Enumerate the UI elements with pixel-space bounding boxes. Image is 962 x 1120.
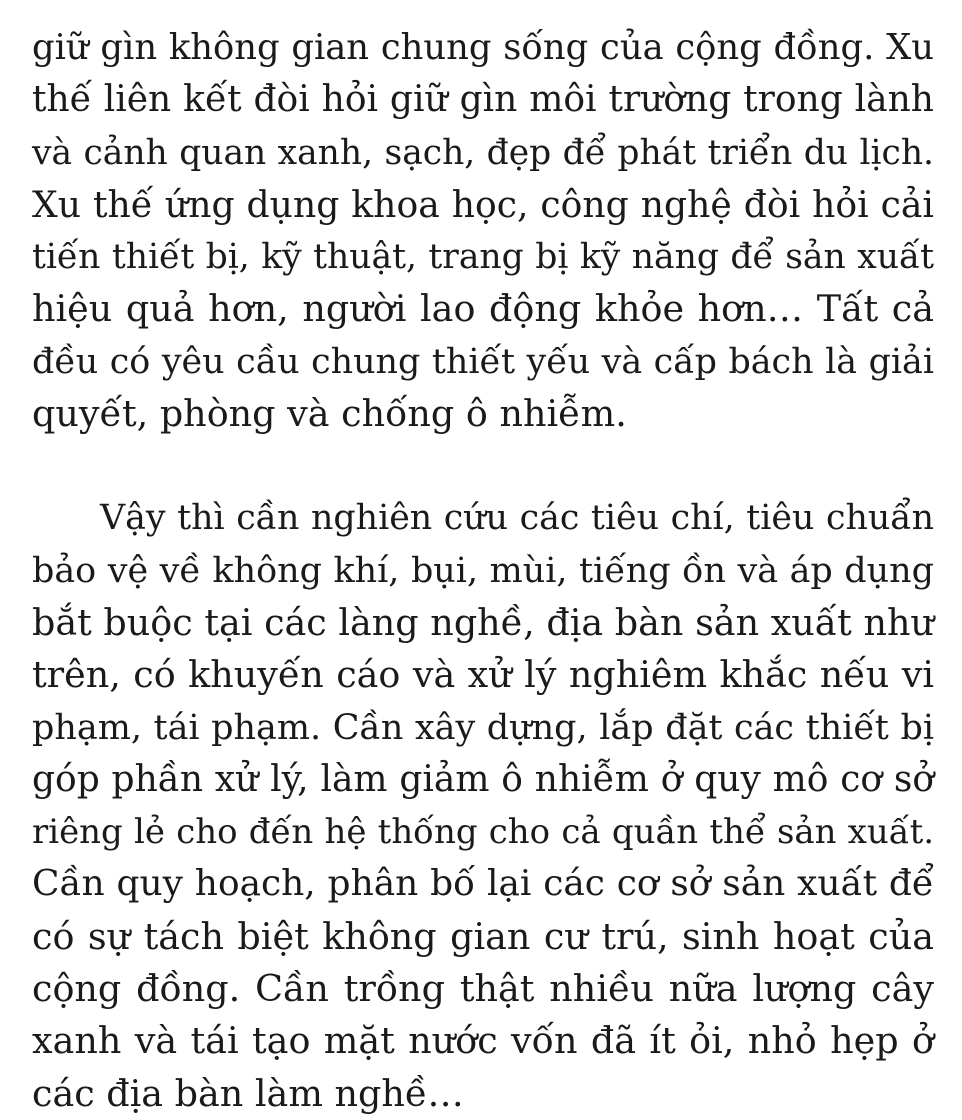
paragraph-1 [32,22,934,440]
text-line: Xu thế ứng dụng khoa học, công nghệ đòi hỏi cải [32,182,934,226]
text-line: Cần quy hoạch, phân bố lại các cơ sở sản xuất để [32,863,934,905]
text-line: thế liên kết đòi hỏi giữ gìn môi trường trong lành [32,79,934,121]
text-line: tiến thiết bị, kỹ thuật, trang bị kỹ năng để sản xuất [32,237,934,278]
text-line: hiệu quả hơn, người lao động khỏe hơn… Tất cả [32,287,934,331]
document-page [32,22,934,1120]
text-line: giữ gìn không gian chung sống của cộng đồng. Xu [32,27,934,68]
text-line: phạm, tái phạm. Cần xây dựng, lắp đặt các thiết bị [32,707,934,748]
text-line: đều có yêu cầu chung thiết yếu và cấp bách là giải [32,341,934,382]
text-line: riêng lẻ cho đến hệ thống cho cả quần thể sản xuất. [32,812,934,853]
paragraph-2 [32,492,934,1120]
text-line: các địa bàn làm nghề… [32,1071,464,1115]
text-line: cộng đồng. Cần trồng thật nhiều nữa lượng cây [32,967,934,1011]
text-line: góp phần xử lý, làm giảm ô nhiễm ở quy mô cơ sở [32,758,934,800]
text-line: trên, có khuyến cáo và xử lý nghiêm khắc nếu vi [32,653,934,697]
text-line: xanh và tái tạo mặt nước vốn đã ít ỏi, nhỏ hẹp ở [32,1019,934,1063]
text-line: bảo vệ về không khí, bụi, mùi, tiếng ồn và áp dụng [32,550,934,591]
text-line: và cảnh quan xanh, sạch, đẹp để phát triển du lịch. [32,132,934,173]
text-line: Vậy thì cần nghiên cứu các tiêu chí, tiêu chuẩn [100,498,934,539]
text-line: quyết, phòng và chống ô nhiễm. [32,392,627,436]
text-line: có sự tách biệt không gian cư trú, sinh hoạt của [32,914,934,958]
text-line: bắt buộc tại các làng nghề, địa bàn sản xuất như [32,600,934,644]
